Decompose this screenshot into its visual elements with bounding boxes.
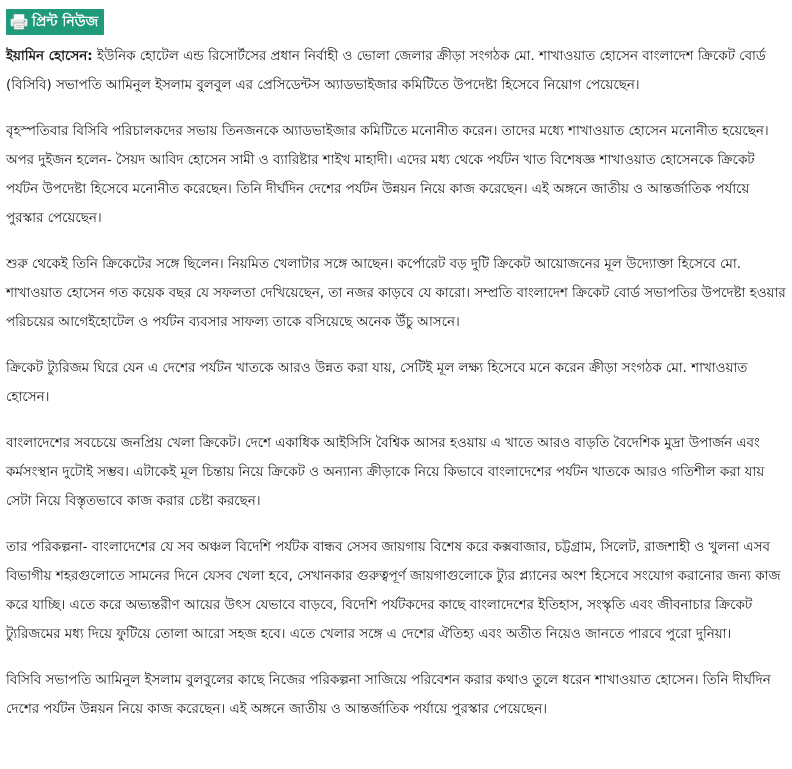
article-paragraph-7: বিসিবি সভাপতি আমিনুল ইসলাম বুলবুলের কাছে নিজের পরিকল্পনা সাজিয়ে পরিবেশন করার কথাও তুলে ধরেন শাখাওয়াত হোসেন। তিনি দীর্ঘদিন দেশের পর্যটন উন্নয়ন নিয়ে কাজ করেছেন। এই অঙ্গনে জাতীয় ও আন্তর্জাতিক পর্যায়ে পুরস্কার পেয়েছেন। xyxy=(6,673,771,717)
article-paragraph-6: তার পরিকল্পনা- বাংলাদেশের যে সব অঞ্চল বিদেশি পর্যটক বান্ধব সেসব জায়গায় বিশেষ করে কক্সবাজার, চট্টগ্রাম, সিলেট, রাজশাহী ও খুলনা এসব বিভাগীয় শহরগুলোতে সামনের দিনে যেসব খেলা হবে, সেখানকার গুরুত্বপূর্ণ জায়গাগুলোকে ট্যুর প্ল্যানের অংশ হিসেবে সংযোগ করানোর জন্য কাজ করে যাচ্ছি। এতে করে অভ্যন্তরীণ আয়ের উৎস যেভাবে বাড়বে, বিদেশি পর্যটকদের কাছে বাংলাদেশের ইতিহাস, সংস্কৃতি এবং জীবনাচার ক্রিকেট ট্যুরিজমের মধ্য দিয়ে ফুটিয়ে তোলা আরো সহজ হবে। এতে খেলার সঙ্গে এ দেশের ঐতিহ্য এবং অতীত নিয়েও জানতে পারবে পুরো দুনিয়া। xyxy=(6,540,781,642)
print-news-badge[interactable] xyxy=(6,9,104,35)
article-paragraph-2: বৃহস্পতিবার বিসিবি পরিচালকদের সভায় তিনজনকে অ্যাডভাইজার কমিটিতে মনোনীত করেন। তাদের মধ্যে শাখাওয়াত হোসেন মনোনীত হয়েছেন। অপর দুইজন হলেন- সৈয়দ আবিদ হোসেন সামী ও ব্যারিষ্টার শাইখ মাহাদী। এদের মধ্য থেকে পর্যটন খাত বিশেষজ্ঞ শাখাওয়াত হোসেনকে ক্রিকেট পর্যটন উপদেষ্টা হিসেবে মনোনীত করেছেন। তিনি দীর্ঘদিন দেশের পর্যটন উন্নয়ন নিয়ে কাজ করেছেন। এই অঙ্গনে জাতীয় ও আন্তর্জাতিক পর্যায়ে পুরস্কার পেয়েছেন। xyxy=(6,124,769,226)
print-news-label: প্রিন্ট নিউজ xyxy=(32,14,99,30)
article-paragraph-1 xyxy=(6,42,786,100)
article-paragraph-5: বাংলাদেশের সবচেয়ে জনপ্রিয় খেলা ক্রিকেট। দেশে একাধিক আইসিসি বৈশ্বিক আসর হওয়ায় এ খাতে আরও বাড়তি বৈদেশিক মুদ্রা উপার্জন এবং কর্মসংস্থান দুটোই সম্ভব। এটাকেই মূল চিন্তায় নিয়ে ক্রিকেট ও অন্যান্য ক্রীড়াকে নিয়ে কিভাবে বাংলাদেশের পর্যটন খাতকে আরও গতিশীল করা যায় সেটা নিয়ে বিস্তৃতভাবে কাজ করার চেষ্টা করছেন। xyxy=(6,436,765,509)
printer-icon xyxy=(10,13,28,31)
article-paragraph-3: শুরু থেকেই তিনি ক্রিকেটের সঙ্গে ছিলেন। নিয়মিত খেলাটার সঙ্গে আছেন। কর্পোরেট বড় দুটি ক্রিকেট আয়োজনের মূল উদ্যোক্তা হিসেবে মো. শাখাওয়াত হোসেন গত কয়েক বছর যে সফলতা দেখিয়েছেন, তা নজর কাড়বে যে কারো। সম্প্রতি বাংলাদেশ ক্রিকেট বোর্ড সভাপতির উপদেষ্টা হওয়ার পরিচয়ের আগেইহোটেল ও পর্যটন ব্যবসার সাফল্য তাকে বসিয়েছে অনেক উঁচু আসনে। xyxy=(6,257,786,330)
article-body xyxy=(6,42,786,741)
paragraph-1-text: ইউনিক হোটেল এন্ড রিসোর্টসের প্রধান নির্বাহী ও ভোলা জেলার ক্রীড়া সংগঠক মো. শাখাওয়াত হোসেন বাংলাদেশ ক্রিকেট বোর্ড (বিসিবি) সভাপতি আমিনুল ইসলাম বুলবুল এর প্রেসিডেন্টস অ্যাডভাইজার কমিটিতে উপদেষ্টা হিসেবে নিয়োগ পেয়েছেন। xyxy=(6,49,766,93)
article-paragraph-4: ক্রিকেট ট্যুরিজম ঘিরে যেন এ দেশের পর্যটন খাতকে আরও উন্নত করা যায়, সেটিই মূল লক্ষ্য হিসেবে মনে করেন ক্রীড়া সংগঠক মো. শাখাওয়াত হোসেন। xyxy=(6,361,748,405)
author-byline: ইয়ামিন হোসেন: xyxy=(6,49,93,64)
